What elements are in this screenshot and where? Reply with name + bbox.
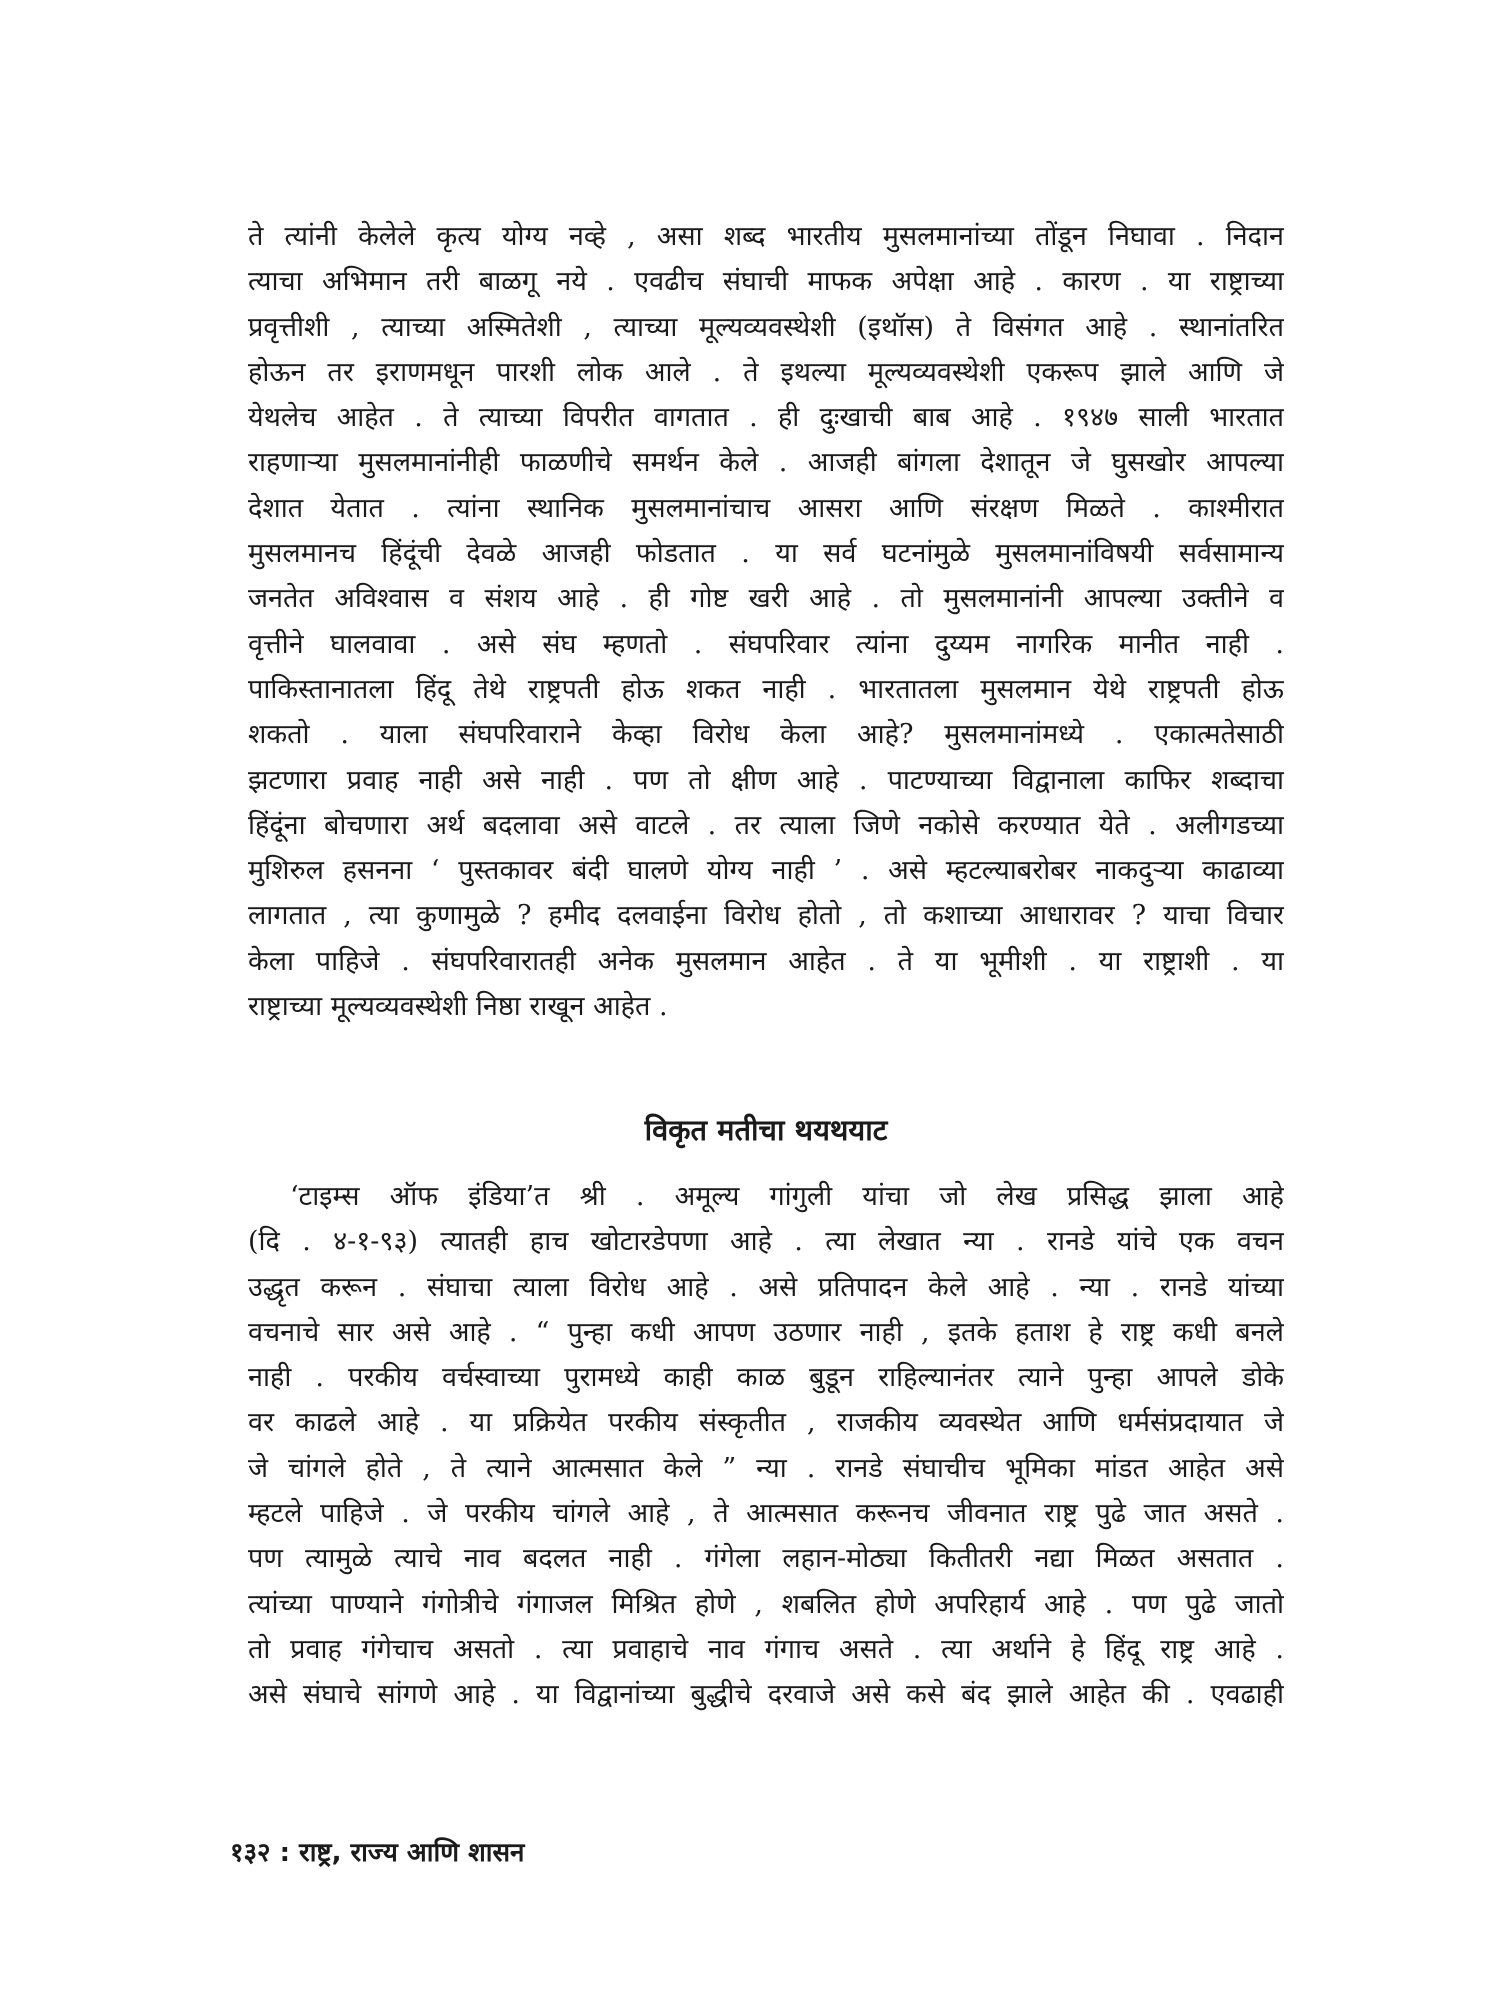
paragraph-line: झटणारा प्रवाह नाही असे नाही . पण तो क्षीण आहे . पाटण्याच्या विद्वानाला काफिर शब्दाचा (248, 764, 1284, 796)
paragraph-line: त्याचा अभिमान तरी बाळगू नये . एवढीच संघाची माफक अपेक्षा आहे . कारण . या राष्ट्राच्या (248, 266, 1284, 298)
paragraph-line: शकतो . याला संघपरिवाराने केव्हा विरोध केला आहे? मुसलमानांमध्ये . एकात्मतेसाठी (248, 719, 1284, 751)
paragraph-line: नाही . परकीय वर्चस्वाच्या पुरामध्ये काही काळ बुडून राहिल्यानंतर त्याने पुन्हा आपले डोके (248, 1362, 1284, 1394)
paragraph-line: ‘टाइम्स ऑफ इंडिया’त श्री . अमूल्य गांगुली यांचा जो लेख प्रसिद्ध झाला आहे (290, 1181, 1284, 1212)
paragraph-2 (248, 1174, 1284, 1718)
paragraph-line: हिंदूंना बोचणारा अर्थ बदलावा असे वाटले . तर त्याला जिणे नकोसे करण्यात येते . अलीगडच्या (248, 809, 1284, 841)
paragraph-line: पाकिस्तानातला हिंदू तेथे राष्ट्रपती होऊ शकत नाही . भारतातला मुसलमान येथे राष्ट्रपती होऊ (248, 673, 1284, 705)
page-footer: १३२ : राष्ट्र, राज्य आणि शासन (230, 1838, 525, 1868)
paragraph-line: वर काढले आहे . या प्रक्रियेत परकीय संस्कृतीत , राजकीय व्यवस्थेत आणि धर्मसंप्रदायात जे (248, 1407, 1284, 1439)
paragraph-line: मुसलमानच हिंदूंची देवळे आजही फोडतात . या सर्व घटनांमुळे मुसलमानांविषयी सर्वसामान्य (248, 538, 1284, 570)
paragraph-1 (248, 214, 1284, 1029)
paragraph-line: ते त्यांनी केलेले कृत्य योग्य नव्हे , असा शब्द भारतीय मुसलमानांच्या तोंडून निघावा . निदान (248, 221, 1284, 252)
paragraph-line: प्रवृत्तीशी , त्याच्या अस्मितेशी , त्याच्या मूल्यव्यवस्थेशी (इथॉस) ते विसंगत आहे . स्थानांतरित (248, 311, 1284, 343)
paragraph-line: पण त्यामुळे त्याचे नाव बदलत नाही . गंगेला लहान-मोठ्या कितीतरी नद्या मिळत असतात . (248, 1543, 1284, 1575)
section-heading: विकृत मतीचा थयथयाट (644, 1113, 888, 1147)
paragraph-line: केला पाहिजे . संघपरिवारातही अनेक मुसलमान आहेत . ते या भूमीशी . या राष्ट्राशी . या (248, 945, 1284, 977)
paragraph-line: म्हटले पाहिजे . जे परकीय चांगले आहे , ते आत्मसात करूनच जीवनात राष्ट्र पुढे जात असते . (248, 1498, 1284, 1530)
paragraph-line: राहणाऱ्या मुसलमानांनीही फाळणीचे समर्थन केले . आजही बांगला देशातून जे घुसखोर आपल्या (248, 447, 1284, 479)
paragraph-line: जनतेत अविश्वास व संशय आहे . ही गोष्ट खरी आहे . तो मुसलमानांनी आपल्या उक्तीने व (248, 583, 1284, 615)
paragraph-line: राष्ट्राच्या मूल्यव्यवस्थेशी निष्ठा राखून आहेत . (248, 991, 668, 1023)
paragraph-line: होऊन तर इराणमधून पारशी लोक आले . ते इथल्या मूल्यव्यवस्थेशी एकरूप झाले आणि जे (248, 356, 1284, 388)
paragraph-line: असे संघाचे सांगणे आहे . या विद्वानांच्या बुद्धीचे दरवाजे असे कसे बंद झाले आहेत की . एवढाही (248, 1679, 1284, 1711)
paragraph-line: जे चांगले होते , ते त्याने आत्मसात केले ” न्या . रानडे संघाचीच भूमिका मांडत आहेत असे (248, 1452, 1284, 1484)
paragraph-line: उद्धृत करून . संघाचा त्याला विरोध आहे . असे प्रतिपादन केले आहे . न्या . रानडे यांच्या (248, 1271, 1284, 1303)
paragraph-line: वृत्तीने घालवावा . असे संघ म्हणतो . संघपरिवार त्यांना दुय्यम नागरिक मानीत नाही . (248, 628, 1284, 660)
paragraph-line: लागतात , त्या कुणामुळे ? हमीद दलवाईना विरोध होतो , तो कशाच्या आधारावर ? याचा विचार (248, 900, 1284, 932)
paragraph-line: तो प्रवाह गंगेचाच असतो . त्या प्रवाहाचे नाव गंगाच असते . त्या अर्थाने हे हिंदू राष्ट्र आहे . (248, 1633, 1284, 1665)
paragraph-line: मुशिरुल हसनना ‘ पुस्तकावर बंदी घालणे योग्य नाही ’ . असे म्हटल्याबरोबर नाकदुऱ्या काढाव्या (248, 855, 1284, 887)
paragraph-line: (दि . ४-१-९३) त्यातही हाच खोटारडेपणा आहे . त्या लेखात न्या . रानडे यांचे एक वचन (248, 1226, 1284, 1258)
paragraph-line: देशात येतात . त्यांना स्थानिक मुसलमानांचाच आसरा आणि संरक्षण मिळते . काश्मीरात (248, 492, 1284, 524)
paragraph-line: त्यांच्या पाण्याने गंगोत्रीचे गंगाजल मिश्रित होणे , शबलित होणे अपरिहार्य आहे . पण पुढे जातो (248, 1588, 1284, 1620)
paragraph-line: येथलेच आहेत . ते त्याच्या विपरीत वागतात . ही दुःखाची बाब आहे . १९४७ साली भारतात (248, 402, 1284, 434)
paragraph-line: वचनाचे सार असे आहे . “ पुन्हा कधी आपण उठणार नाही , इतके हताश हे राष्ट्र कधी बनले (248, 1316, 1284, 1348)
